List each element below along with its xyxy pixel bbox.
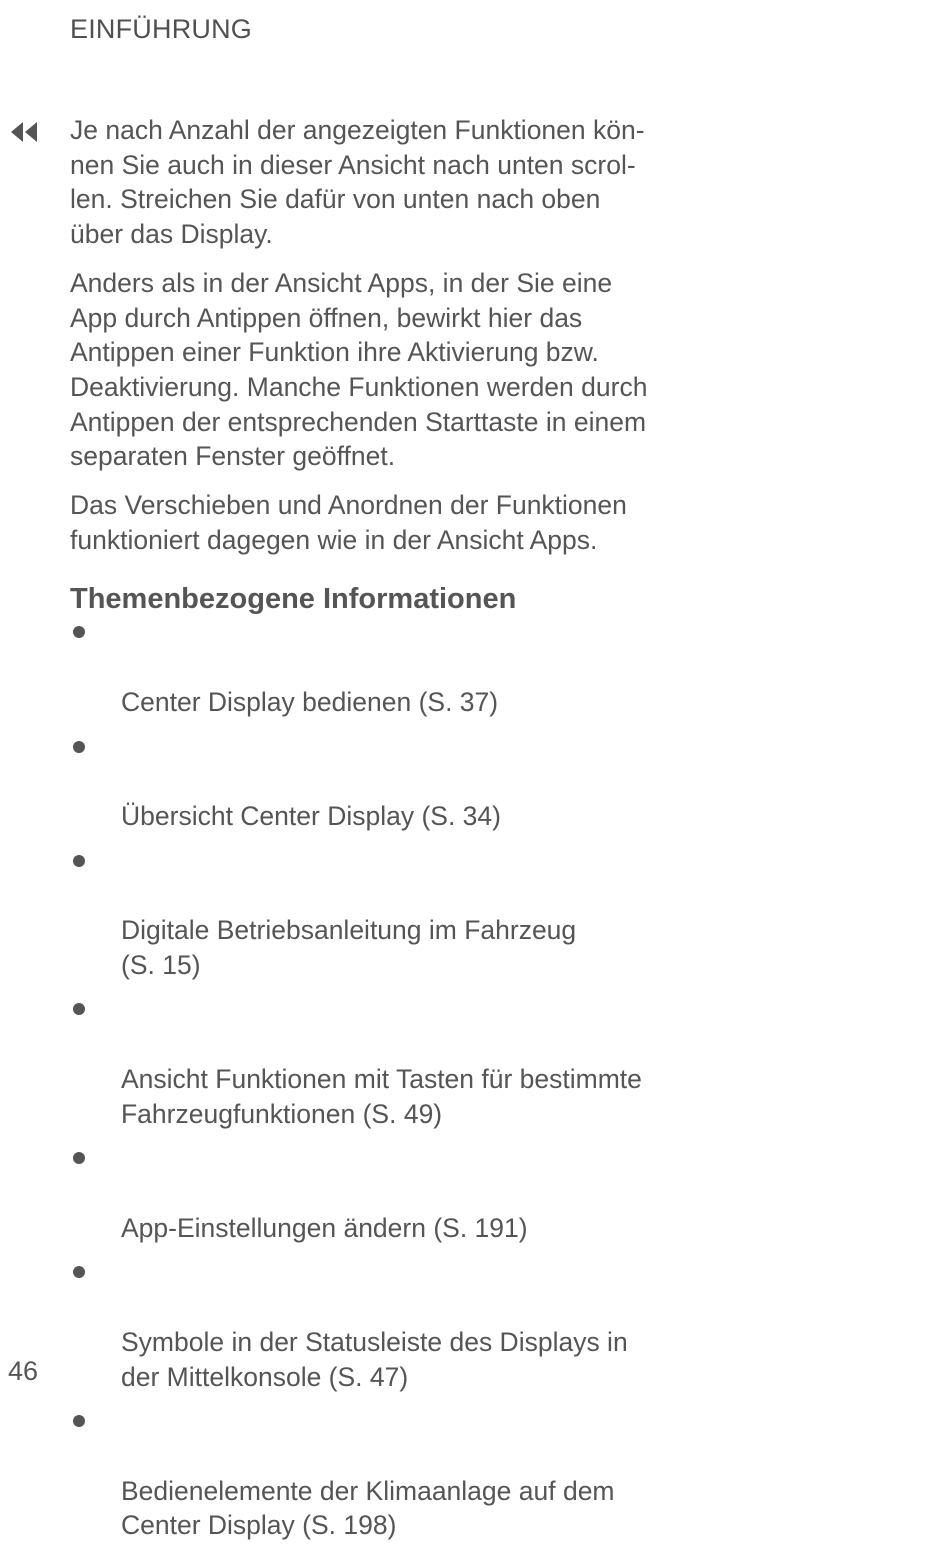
section-header: EINFÜHRUNG (70, 14, 252, 44)
related-link-item[interactable] (70, 1141, 690, 1245)
related-link-text[interactable]: App-Einstellungen ändern (S. 191) (121, 1212, 528, 1243)
related-link-text[interactable]: Ansicht Funktionen mit Tasten für bestimmte Fahrzeugfunktionen (S. 49) (121, 1063, 642, 1129)
bullet-icon (73, 1266, 85, 1278)
related-link-text[interactable]: Symbole in der Statusleiste des Displays in der Mittelkonsole (S. 47) (121, 1326, 628, 1392)
main-content (70, 113, 690, 1553)
related-link-text[interactable]: Center Display bedienen (S. 37) (121, 686, 499, 717)
bullet-icon (73, 1003, 85, 1015)
related-link-text[interactable]: Digitale Betriebsanleitung im Fahrzeug (S. 15) (121, 915, 577, 980)
bullet-icon (73, 1415, 85, 1427)
rewind-double-triangle-icon (10, 121, 40, 143)
related-link-text[interactable]: Bedienelemente der Klimaanlage auf dem Center Display (S. 198) (121, 1475, 615, 1541)
related-link-item[interactable] (70, 992, 690, 1131)
page-number: 46 (8, 1356, 39, 1386)
related-link-item[interactable] (70, 615, 690, 719)
paragraph-scroll-hint: Je nach Anzahl der angezeigten Funktionen kön- nen Sie auch in dieser Ansicht nach unten scrol- len. Streichen Sie dafür von unten nach oben über das Display. (70, 115, 645, 250)
related-info-heading: Themenbezogene Informationen (70, 583, 517, 616)
bullet-icon (73, 626, 85, 638)
related-info-list (70, 615, 690, 1543)
related-link-item[interactable] (70, 1255, 690, 1394)
related-link-item[interactable] (70, 1404, 690, 1543)
related-link-text[interactable]: Übersicht Center Display (S. 34) (121, 800, 501, 831)
related-link-item[interactable] (70, 730, 690, 834)
paragraph-arrangement: Das Verschieben und Anordnen der Funktionen funktioniert dagegen wie in der Ansicht Apps. (70, 490, 627, 555)
related-link-item[interactable] (70, 844, 690, 983)
bullet-icon (73, 741, 85, 753)
paragraph-activation: Anders als in der Ansicht Apps, in der Sie eine App durch Antippen öffnen, bewirkt hier das Antippen einer Funktion ihre Aktivierung bzw. Deaktivierung. Manche Funktionen werden durch Antippen der entsprechenden Starttaste in einem separaten Fenster geöffnet. (70, 267, 648, 472)
bullet-icon (73, 855, 85, 867)
bullet-icon (73, 1152, 85, 1164)
